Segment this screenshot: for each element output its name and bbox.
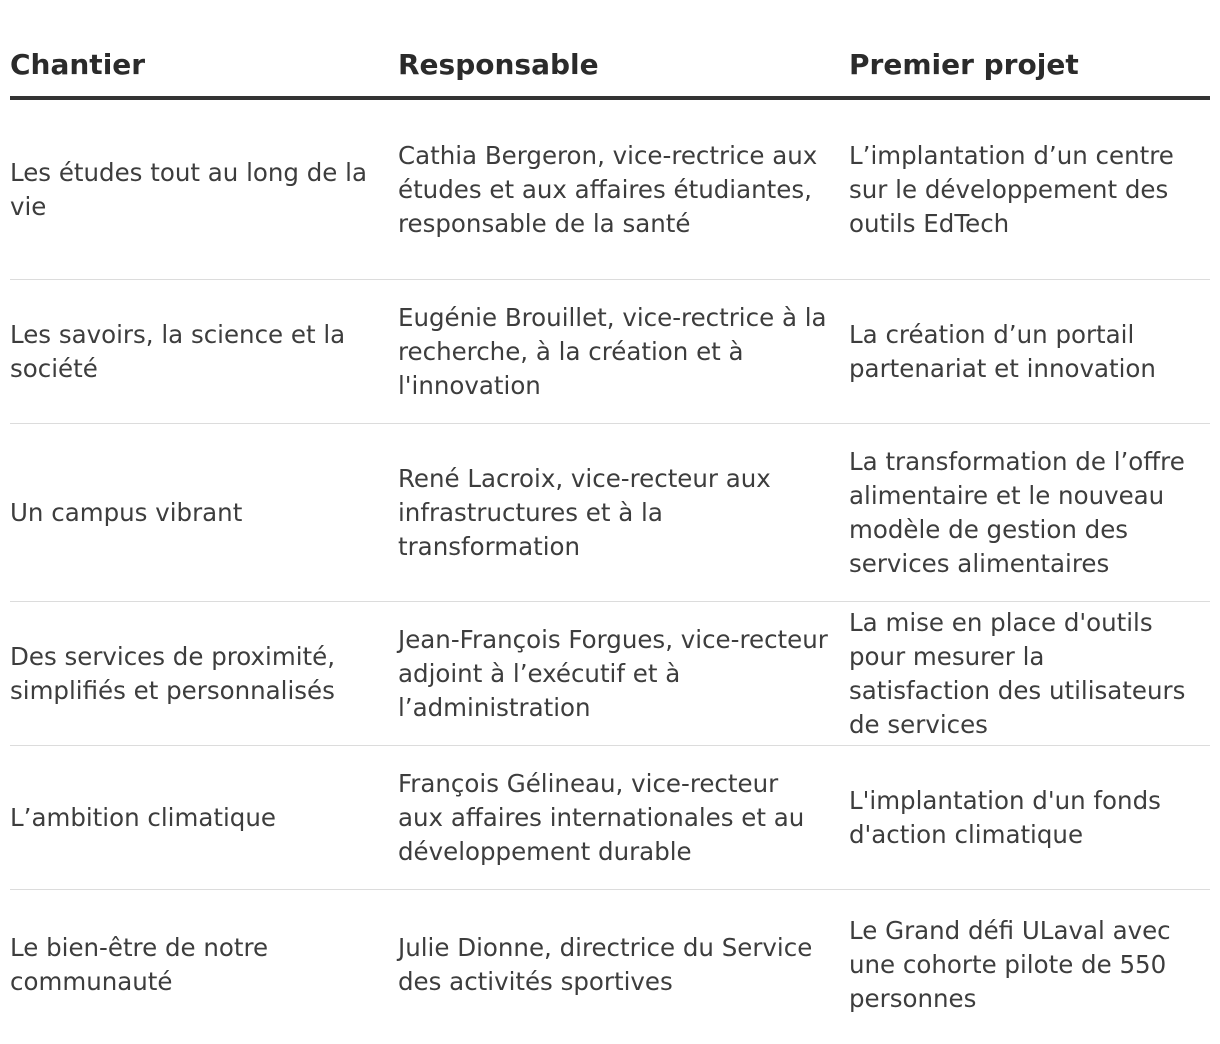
cell-responsable: François Gélineau, vice-recteur aux affaires internationales et au développement durable — [398, 768, 805, 866]
header-chantier: Chantier — [10, 48, 146, 81]
cell-responsable: René Lacroix, vice-recteur aux infrastructures et à la transformation — [398, 463, 771, 561]
cell-responsable: Eugénie Brouillet, vice-rectrice à la recherche, à la création et à l'innovation — [398, 302, 827, 400]
cell-premier-projet: Le Grand défi ULaval avec une cohorte pilote de 550 personnes — [849, 916, 1171, 1013]
projects-table — [10, 0, 1210, 1040]
cell-premier-projet: La création d’un portail partenariat et innovation — [849, 319, 1156, 383]
header-responsable: Responsable — [398, 48, 599, 81]
table-row — [10, 424, 1210, 602]
table-row — [10, 602, 1210, 746]
table-row — [10, 100, 1210, 280]
table-row — [10, 890, 1210, 1040]
cell-chantier: Des services de proximité, simplifiés et personnalisés — [10, 641, 335, 705]
cell-chantier: Un campus vibrant — [10, 497, 243, 527]
cell-premier-projet: La mise en place d'outils pour mesurer la satisfaction des utilisateurs de services — [849, 607, 1186, 739]
cell-responsable: Julie Dionne, directrice du Service des activités sportives — [398, 933, 813, 996]
cell-responsable: Jean-François Forgues, vice-recteur adjoint à l’exécutif et à l’administration — [398, 624, 828, 722]
cell-premier-projet: L'implantation d'un fonds d'action climatique — [849, 785, 1161, 849]
cell-chantier: Les savoirs, la science et la société — [10, 319, 346, 383]
table-row — [10, 280, 1210, 424]
cell-premier-projet: L’implantation d’un centre sur le développement des outils EdTech — [849, 140, 1174, 238]
cell-chantier: Le bien-être de notre communauté — [10, 933, 269, 996]
cell-responsable: Cathia Bergeron, vice-rectrice aux études et aux affaires étudiantes, responsable de la santé — [398, 140, 818, 238]
header-premier-projet: Premier projet — [849, 48, 1079, 81]
table-header-row — [10, 0, 1210, 100]
cell-chantier: L’ambition climatique — [10, 802, 276, 832]
cell-chantier: Les études tout au long de la vie — [10, 157, 367, 221]
cell-premier-projet: La transformation de l’offre alimentaire et le nouveau modèle de gestion des services alimentaires — [849, 446, 1185, 578]
table-row — [10, 746, 1210, 890]
